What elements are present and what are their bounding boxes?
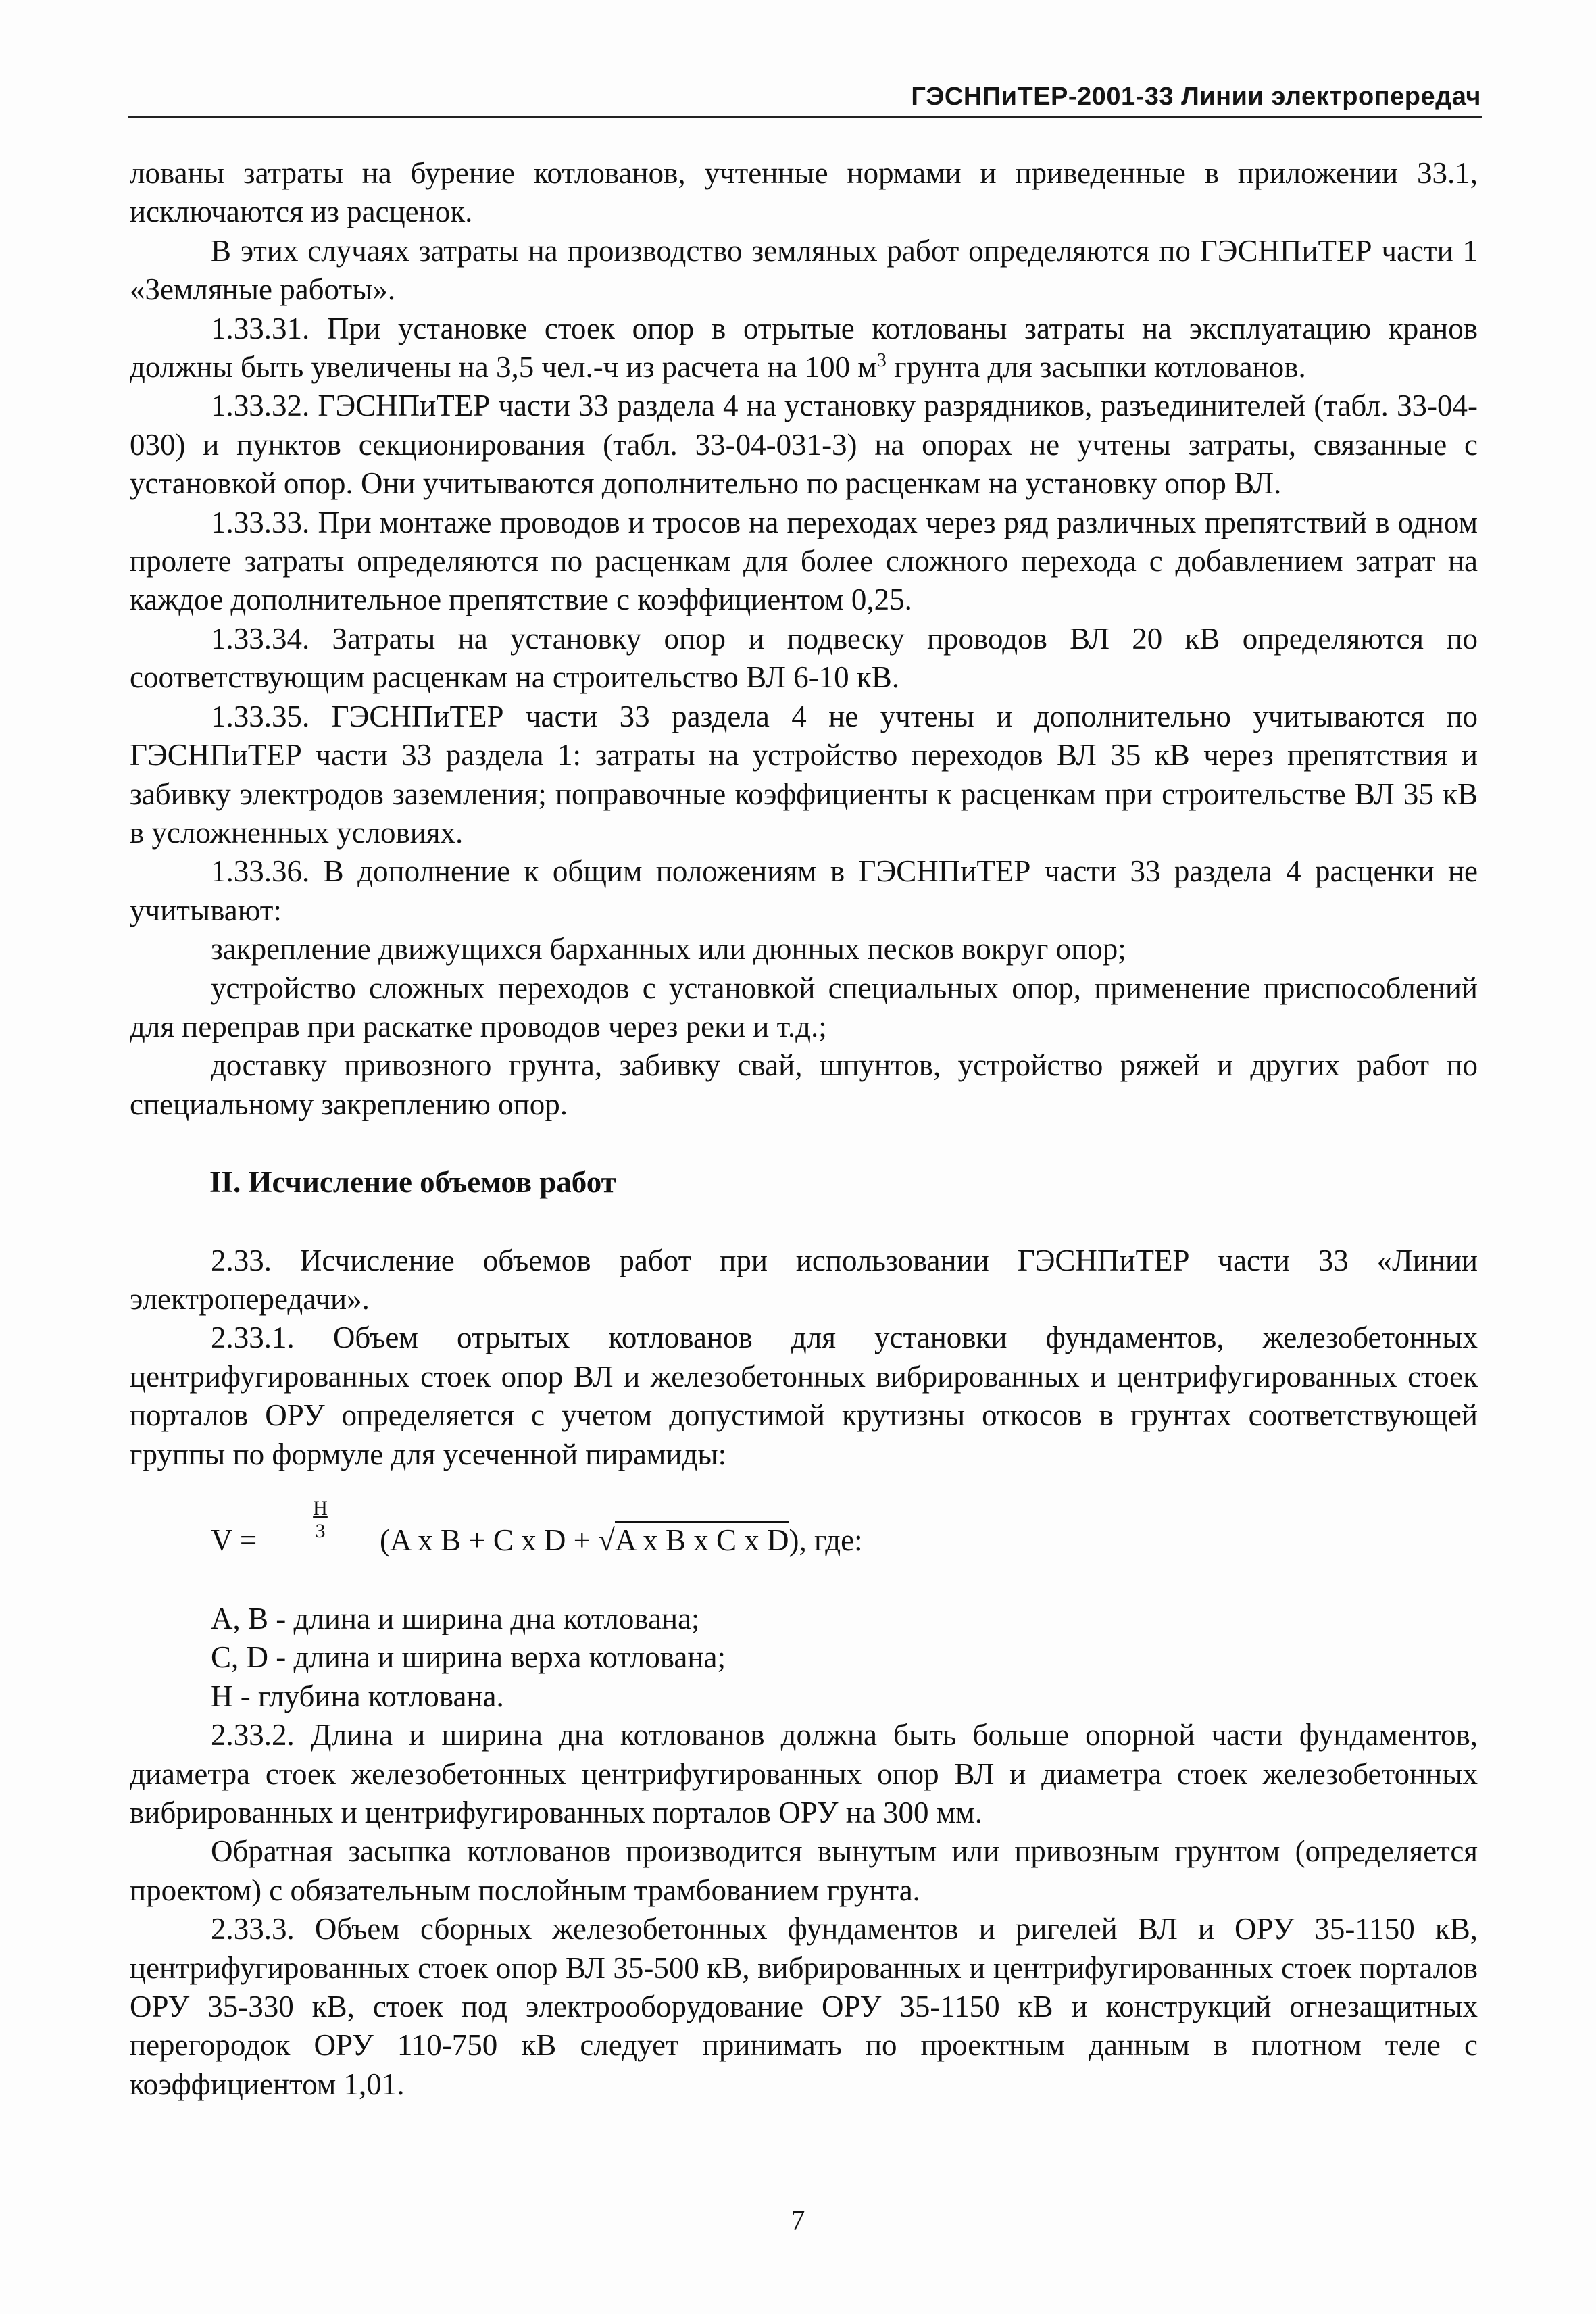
page-content xyxy=(130,154,1478,2104)
formula-rhs-text: ), где: xyxy=(789,1523,863,1557)
formula-lhs: V = xyxy=(211,1523,257,1557)
formula-rhs-text: (A x B + C x D + √ xyxy=(380,1523,615,1557)
formula-denominator: 3 xyxy=(315,1520,326,1542)
formula-rhs xyxy=(380,1521,863,1560)
running-header: ГЭСНПиТЕР-2001-33 Линии электропередач xyxy=(911,82,1481,111)
paragraph-1-33-32: 1.33.32. ГЭСНПиТЕР части 33 раздела 4 на установку разрядников, разъединителей (табл. 33-04-030) и пунктов секционирования (табл. 33-04-031-3) на опорах не учтены затраты, связанные с установкой опор. Они учитываются дополнительно по расценкам на установку опор ВЛ. xyxy=(130,389,1478,501)
paragraph-1-33-33: 1.33.33. При монтаже проводов и тросов на переходах через ряд различных препятствий в одном пролете затраты определяются по расценкам для более сложного перехода с добавлением затрат на каждое дополнительное препятствие с коэффициентом 0,25. xyxy=(130,505,1478,617)
formula-numerator: H xyxy=(313,1497,328,1519)
paragraph-1-33-35: 1.33.35. ГЭСНПиТЕР части 33 раздела 4 не учтены и дополнительно учитываются по ГЭСНПиТЕР части 33 раздела 1: затраты на устройство переходов ВЛ 35 кВ через препятствия и забивку электродов заземления; поправочные коэффициенты к расценкам при строительстве ВЛ 35 кВ в усложненных условиях. xyxy=(130,699,1478,850)
list-item: доставку привозного грунта, забивку свай, шпунтов, устройство ряжей и других работ по специальному закреплению опор. xyxy=(130,1048,1478,1121)
paragraph: Обратная засыпка котлованов производится вынутым или привозным грунтом (определяется проектом) с обязательным послойным трамбованием грунта. xyxy=(130,1834,1478,1907)
paragraph-2-33-3: 2.33.3. Объем сборных железобетонных фундаментов и ригелей ВЛ и ОРУ 35-1150 кВ, центрифугированных стоек опор ВЛ 35-500 кВ, вибрированных и центрифугированных стоек порталов ОРУ 35-330 кВ, стоек под электрооборудование ОРУ 35-1150 кВ и конструкций огнезащитных перегородок ОРУ 110-750 кВ следует принимать по проектным данным в плотном теле с коэффициентом 1,01. xyxy=(130,1912,1478,2101)
page-number: 7 xyxy=(791,2205,805,2236)
formula-root: A x B x C x D xyxy=(615,1521,789,1557)
definition-item: C, D - длина и ширина верха котлована; xyxy=(211,1640,726,1675)
section-title: II. Исчисление объемов работ xyxy=(209,1165,616,1200)
paragraph-2-33: 2.33. Исчисление объемов работ при использовании ГЭСНПиТЕР части 33 «Линии электропередачи». xyxy=(130,1243,1478,1316)
definition-item: H - глубина котлована. xyxy=(211,1679,504,1713)
paragraph: В этих случаях затраты на производство земляных работ определяются по ГЭСНПиТЕР части 1 «Земляные работы». xyxy=(130,233,1478,307)
paragraph-continuation: лованы затраты на бурение котлованов, учтенные нормами и приведенные в приложении 33.1, исключаются из расценок. xyxy=(130,156,1478,229)
paragraph-2-33-1: 2.33.1. Объем отрытых котлованов для установки фундаментов, железобетонных центрифугированных стоек опор ВЛ и железобетонных вибрированных и центрифугированных стоек порталов ОРУ определяется с учетом допустимой крутизны откосов в грунтах соответствующей группы по формуле для усеченной пирамиды: xyxy=(130,1321,1478,1471)
header-rule xyxy=(128,116,1482,118)
paragraph-1-33-36: 1.33.36. В дополнение к общим положениям в ГЭСНПиТЕР части 33 раздела 4 расценки не учитывают: xyxy=(130,854,1478,927)
superscript: 3 xyxy=(876,350,887,372)
definition-item: A, B - длина и ширина дна котлована; xyxy=(211,1602,700,1635)
formula-fraction xyxy=(307,1497,334,1543)
paragraph-text: 1.33.31. При установке стоек опор в отрытые котлованы затраты на эксплуатацию кранов должны быть увеличены на 3,5 чел.-ч из расчета на 100 м xyxy=(130,311,1478,385)
list-item: закрепление движущихся барханных или дюнных песков вокруг опор; xyxy=(211,932,1126,966)
paragraph-2-33-2: 2.33.2. Длина и ширина дна котлованов должна быть больше опорной части фундаментов, диаметра стоек железобетонных центрифугированных опор ВЛ и диаметра стоек железобетонных вибрированных и центрифугированных порталов ОРУ на 300 мм. xyxy=(130,1718,1478,1830)
paragraph-1-33-31 xyxy=(130,310,1478,387)
paragraph-text: грунта для засыпки котлованов. xyxy=(886,350,1306,385)
paragraph-1-33-34: 1.33.34. Затраты на установку опор и подвеску проводов ВЛ 20 кВ определяются по соответствующим расценкам на строительство ВЛ 6-10 кВ. xyxy=(130,621,1478,695)
list-item: устройство сложных переходов с установкой специальных опор, применение приспособлений для переправ при раскатке проводов через реки и т.д.; xyxy=(130,970,1478,1043)
volume-formula xyxy=(130,1483,1478,1585)
